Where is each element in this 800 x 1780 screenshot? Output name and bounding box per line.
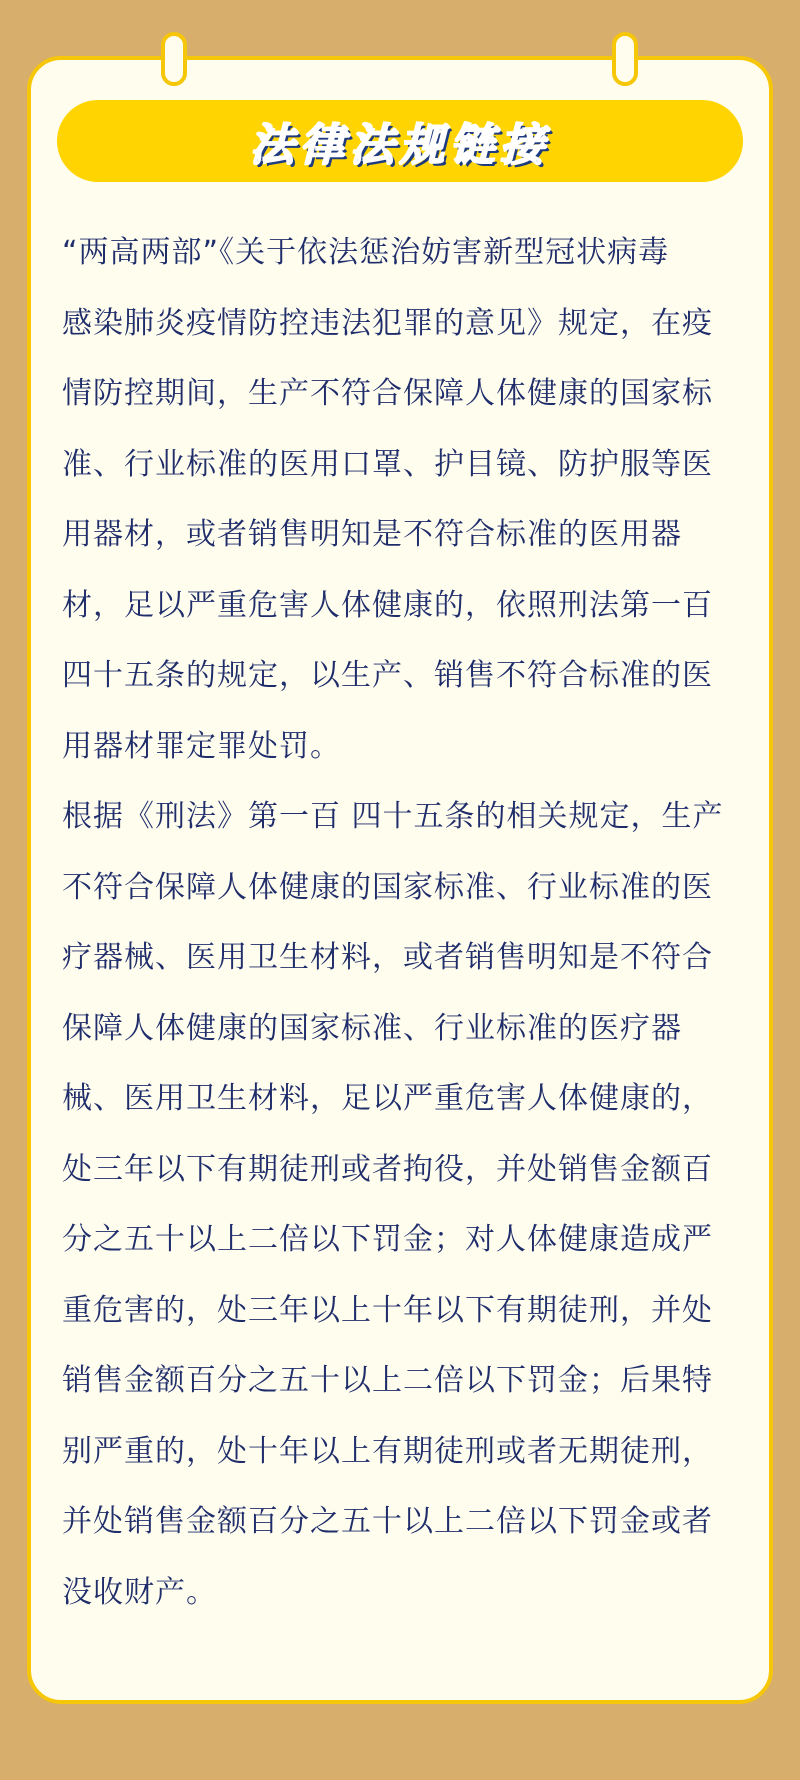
binder-clip-right <box>612 32 638 86</box>
article-body <box>62 218 762 1628</box>
page-title: 法律法规链接 <box>250 120 550 171</box>
binder-clip-left <box>161 32 187 86</box>
title-banner <box>57 100 743 182</box>
paragraph-opinion: “两高两部”《关于依法惩治妨害新型冠状病毒 感染肺炎疫情防控违法犯罪的意见》规定，在疫 情防控期间，生产不符合保障人体健康的国家标 准、行业标准的医用口罩、护目镜、防护服等医 用器材，或者销售明知是不符合标准的医用器 材，足以严重危害人体健康的，依照刑法第一百 四十五条的规定，以生产、销售不符合标准的医 用器材罪定罪处罚。 <box>62 235 713 764</box>
paragraph-criminal-law: 根据《刑法》第一百 四十五条的相关规定，生产 不符合保障人体健康的国家标准、行业标准的医 疗器械、医用卫生材料，或者销售明知是不符合 保障人体健康的国家标准、行业标准的医疗器 械、医用卫生材料，足以严重危害人体健康的， 处三年以下有期徒刑或者拘役，并处销售金额百 分之五十以上二倍以下罚金；对人体健康造成严 重危害的，处三年以上十年以下有期徒刑，并处 销售金额百分之五十以上二倍以下罚金；后果特 别严重的，处十年以上有期徒刑或者无期徒刑， 并处销售金额百分之五十以上二倍以下罚金或者 没收财产。 <box>62 799 724 1610</box>
